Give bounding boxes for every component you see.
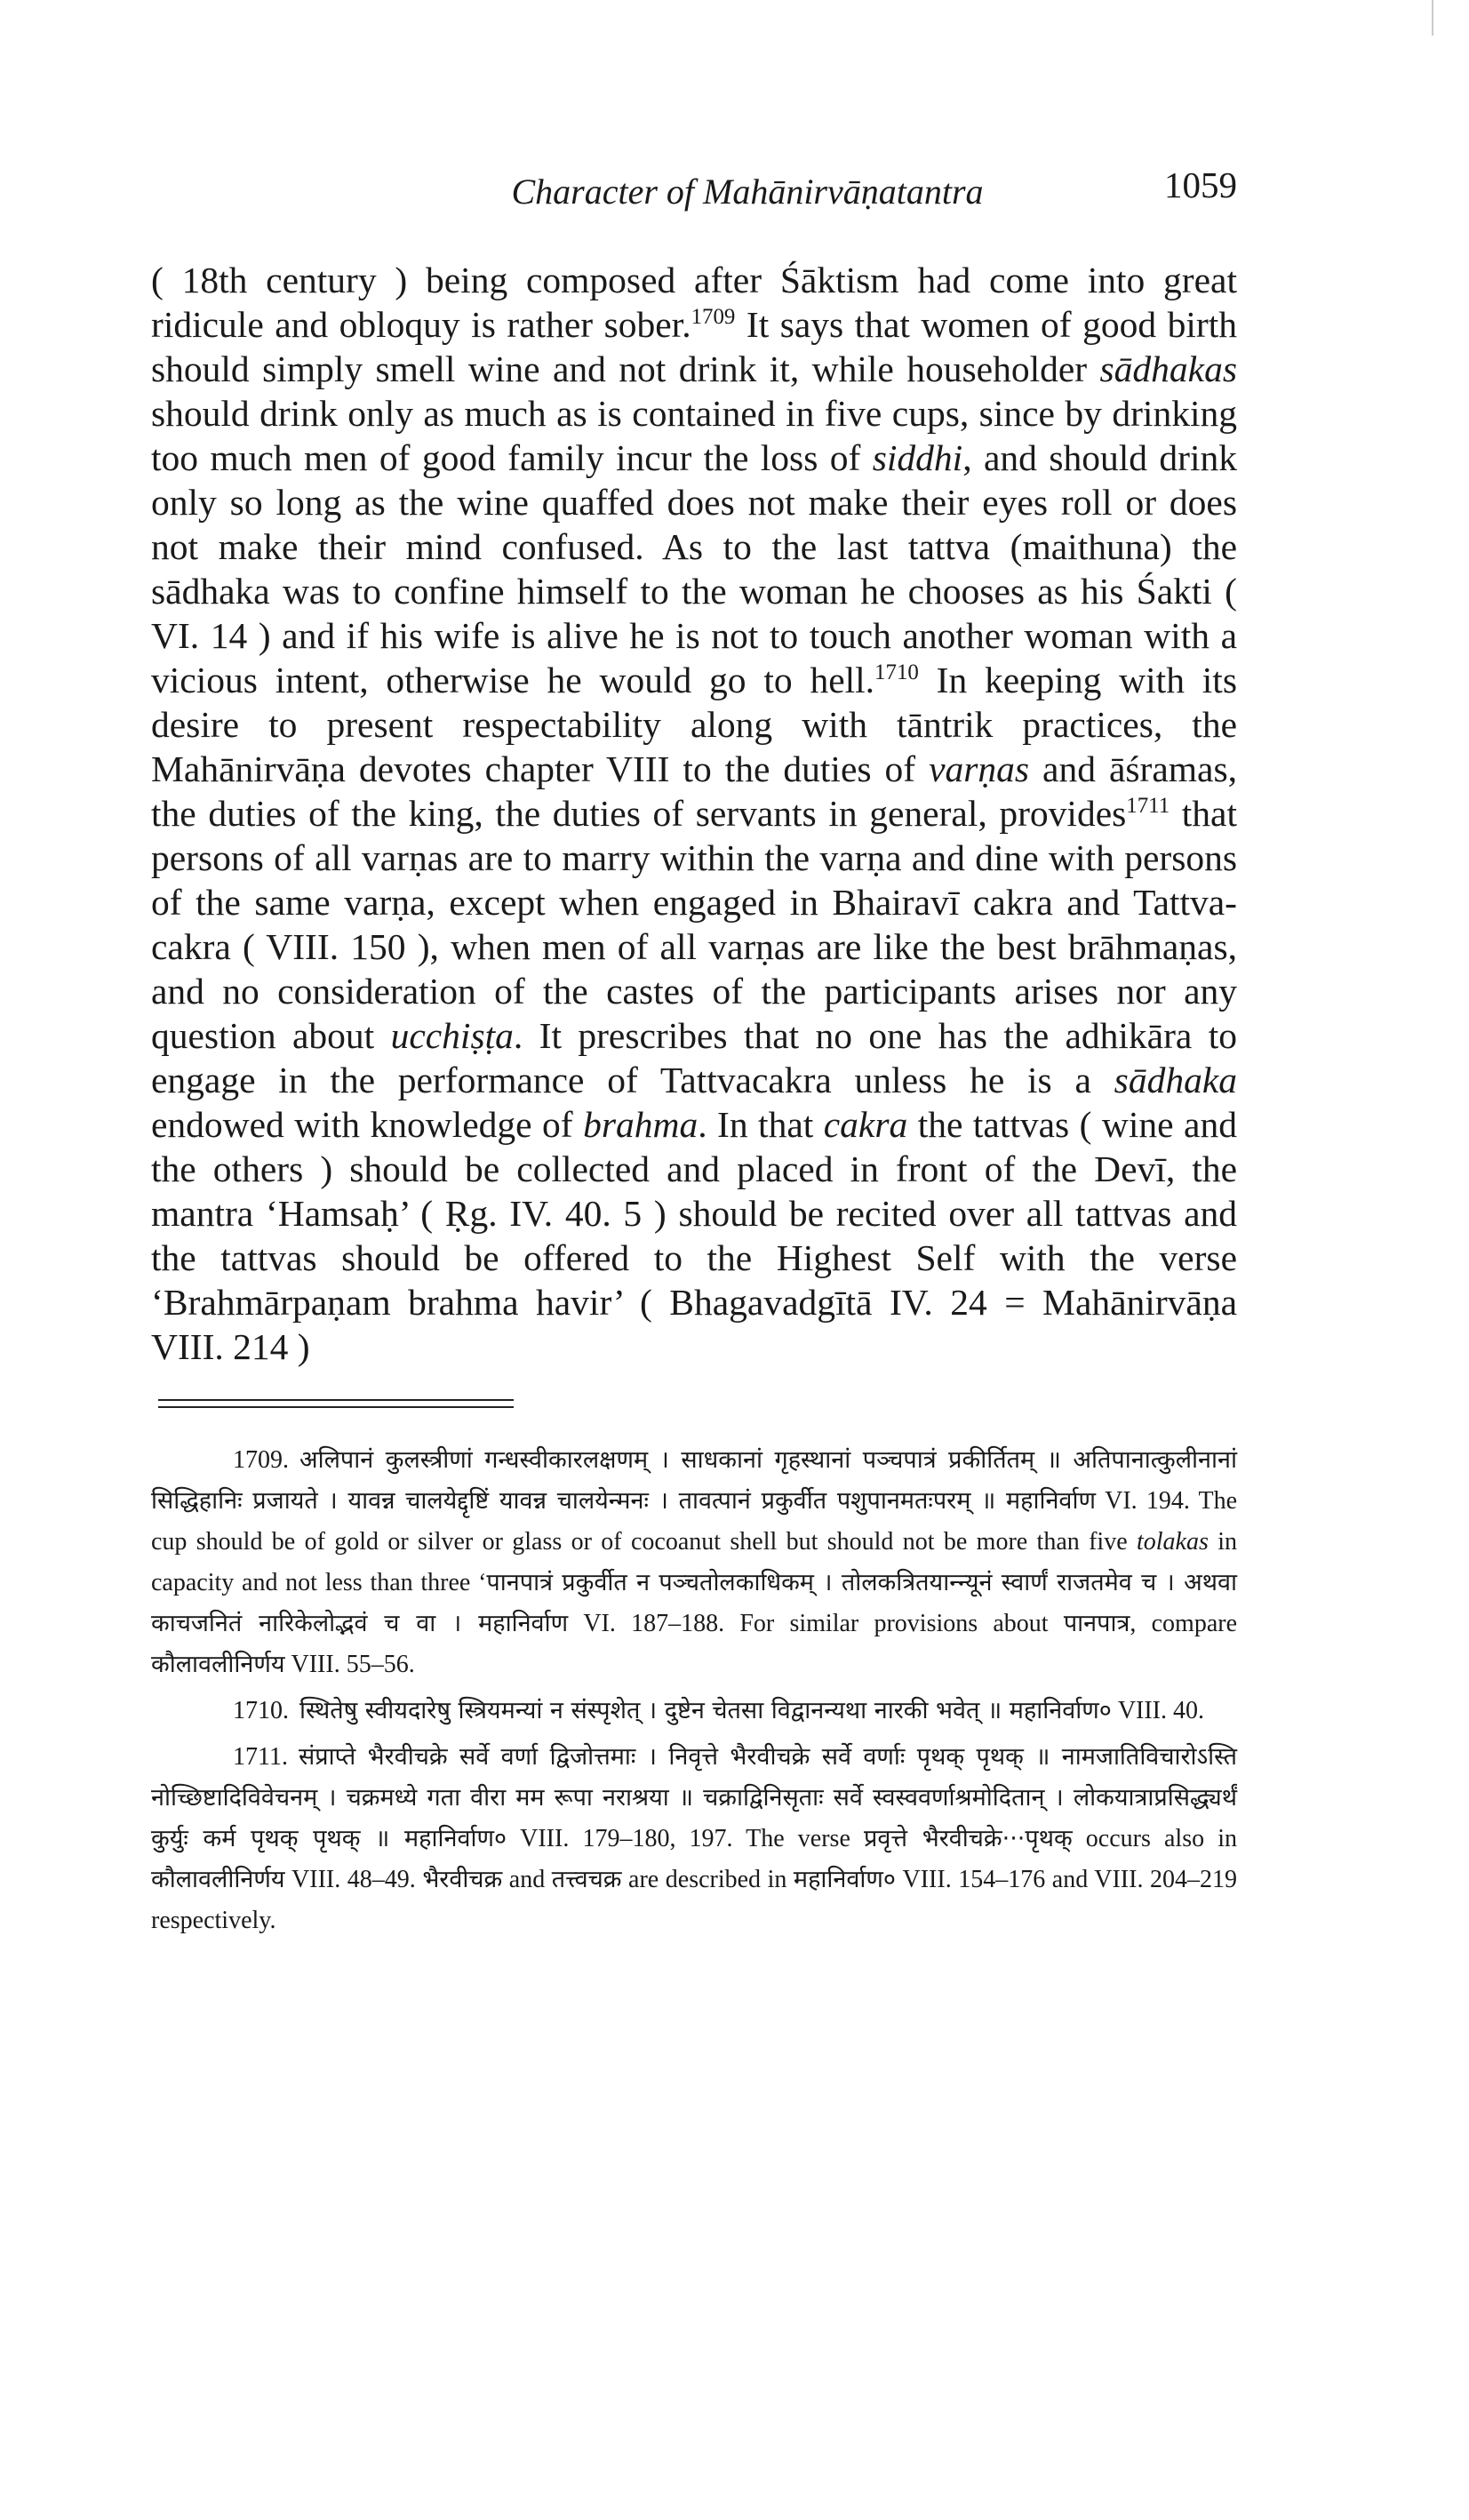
body-text: endowed with knowledge of xyxy=(151,1104,584,1145)
body-paragraph xyxy=(151,258,1237,1369)
sanskrit-text: तत्त्वचक्र xyxy=(551,1866,622,1893)
footnote-text: VIII. 40. xyxy=(1111,1697,1205,1724)
body-text: that persons of all varṇas are to marry within the varṇa and dine with persons of the same varṇa, except when engaged in Bhairavī cakra and Tattva-cakra ( VIII. 150 ), when men of all varṇas are like the best brāhmaṇas, and no consideration of the castes of the participants arises nor any question about xyxy=(151,793,1238,1056)
footnote-ref-1710: 1710 xyxy=(874,660,919,685)
sanskrit-text: संप्राप्ते भैरवीचक्रे सर्वे वर्णा द्विजोत्तमाः । निवृत्ते भैरवीचक्रे सर्वे वर्णाः पृथक् पृथक् ॥ नामजातिविचारोऽस्ति नोच्छिष्टादिविवेचनम् । चक्रमध्ये गता वीरा मम रूपा नराश्रया ॥ चक्राद्विनिसृताः सर्वे स्वस्ववर्णाश्रमोदितान् । लोकयात्राप्रसिद्ध्यर्थं कुर्युः कर्म पृथक् पृथक् ॥ महानिर्वाण० xyxy=(151,1743,1237,1852)
sanskrit-text: कौलावलीनिर्णय xyxy=(151,1866,285,1893)
footnote-ref-1711: 1711 xyxy=(1126,794,1170,819)
body-text: should drink only as much as is contained in five cups, since by drinking too much men of good family incur the loss of xyxy=(151,393,1237,478)
footnote-number: 1710. xyxy=(233,1697,289,1724)
body-text: It says that women of good birth should simply smell wine and not drink it, while householder xyxy=(151,304,1237,389)
footnote-text: VIII. 48–49. xyxy=(284,1866,423,1893)
italic-term: sādhakas xyxy=(1099,348,1237,389)
sanskrit-text: स्थितेषु स्वीयदारेषु स्त्रियमन्यां न संस्पृशेत् । दुष्टेन चेतसा विद्वानन्यथा नारकी भवेत् ॥ महानिर्वाण० xyxy=(299,1697,1112,1724)
italic-term: ucchiṣṭa xyxy=(390,1015,514,1056)
body-text: In keeping with its desire to present respectability along with tāntrik practices, the Mahānirvāṇa devotes chapter VIII to the duties of xyxy=(151,660,1237,789)
footnote-text: occurs also in xyxy=(1072,1825,1237,1852)
sanskrit-text: भैरवीचक्र xyxy=(422,1866,503,1893)
footnote-text: in capacity and not less than three ‘ xyxy=(151,1528,1238,1596)
italic-term: sādhaka xyxy=(1114,1060,1237,1100)
sanskrit-text: पानपात्रं प्रकुर्वीत न पञ्चतोलकाधिकम् । तोलकत्रितयान्न्यूनं स्वार्णं राजतमेव च । अथवा काचजनितं नारिकेलोद्भवं च वा । महानिर्वाण xyxy=(151,1569,1237,1637)
body-text: , and should drink only so long as the wine quaffed does not make their eyes roll or does not make their mind confused. As to the last tattva (maithuna) the sādhaka was to confine himself to the woman he chooses as his Śakti ( VI. 14 ) and if his wife is alive he is not to touch another woman with a vicious intent, otherwise he would go to hell. xyxy=(151,437,1238,700)
sanskrit-text: कौलावलीनिर्णय xyxy=(151,1651,285,1678)
sanskrit-text: पानपात्र xyxy=(1063,1610,1130,1637)
edge-mark xyxy=(1432,0,1433,36)
separator-line xyxy=(158,1406,514,1413)
footnote-number: 1711. xyxy=(233,1743,288,1771)
footnote-1710 xyxy=(151,1691,1237,1732)
footnote-text: VI. 194. The cup should be of gold or silver or glass or of cocoanut shell but should not be more than five xyxy=(151,1487,1237,1556)
sanskrit-text: अलिपानं कुलस्त्रीणां गन्धस्वीकारलक्षणम् । साधकानां गृहस्थानां पञ्चपात्रं प्रकीर्तितम् ॥ अतिपानात्कुलीनानां सिद्धिहानिः प्रजायते । यावन्न चालयेद्दृष्टिं यावन्न चालयेन्मनः । तावत्पानं प्रकुर्वीत पशुपानमतःपरम् ॥ महानिर्वाण xyxy=(151,1446,1237,1515)
page-number: 1059 xyxy=(1164,164,1237,205)
sanskrit-text: महानिर्वाण० xyxy=(793,1866,896,1893)
body-text: . In that xyxy=(698,1104,824,1145)
footnote-text: VIII. 154–176 and VIII. 204–219 respectively. xyxy=(151,1866,1237,1934)
footnote-1709 xyxy=(151,1440,1237,1685)
sanskrit-text: प्रवृत्ते भैरवीचक्रे···पृथक् xyxy=(863,1825,1073,1852)
body-text: and āśramas, the duties of the king, the duties of servants in general, provides xyxy=(151,748,1237,834)
footnote-text: and xyxy=(502,1866,552,1893)
footnote-text: VIII. 179–180, 197. The verse xyxy=(507,1825,864,1852)
footnote-number: 1709. xyxy=(233,1446,289,1474)
footnote-1711 xyxy=(151,1737,1237,1941)
book-page xyxy=(151,164,1238,1947)
separator-line xyxy=(158,1399,514,1406)
italic-term: cakra xyxy=(823,1104,908,1145)
footnote-ref-1709: 1709 xyxy=(691,305,736,330)
italic-term: tolakas xyxy=(1136,1528,1209,1556)
footnote-text: are described in xyxy=(621,1866,794,1893)
footnote-separator xyxy=(158,1399,514,1413)
body-text: ( 18th century ) being composed after Śāktism had come into great ridicule and obloquy is rather sober. xyxy=(151,260,1237,345)
footnote-text: VI. 187–188. For similar provisions about xyxy=(568,1610,1064,1637)
body-text: . It prescribes that no one has the adhikāra to engage in the performance of Tattvacakra unless he is a xyxy=(151,1015,1237,1100)
italic-term: brahma xyxy=(583,1104,699,1145)
page-header xyxy=(151,164,1237,222)
body-text: the tattvas ( wine and the others ) should be collected and placed in front of the Devī, the mantra ‘Hamsaḥ’ ( Ṛg. IV. 40. 5 ) should be recited over all tattvas and the tattvas should be offered to the Highest Self with the verse ‘Brahmārpaṇam brahma havir’ ( Bhagavadgītā IV. 24 = Mahānirvāṇa VIII. 214 ) xyxy=(151,1104,1237,1367)
footnote-text: VIII. 55–56. xyxy=(284,1651,415,1678)
footnotes xyxy=(151,1440,1237,1941)
running-title: Character of Mahānirvāṇatantra xyxy=(511,172,984,212)
italic-term: varṇas xyxy=(929,748,1030,789)
footnote-text: , compare xyxy=(1130,1610,1237,1637)
italic-term: siddhi xyxy=(872,437,963,478)
